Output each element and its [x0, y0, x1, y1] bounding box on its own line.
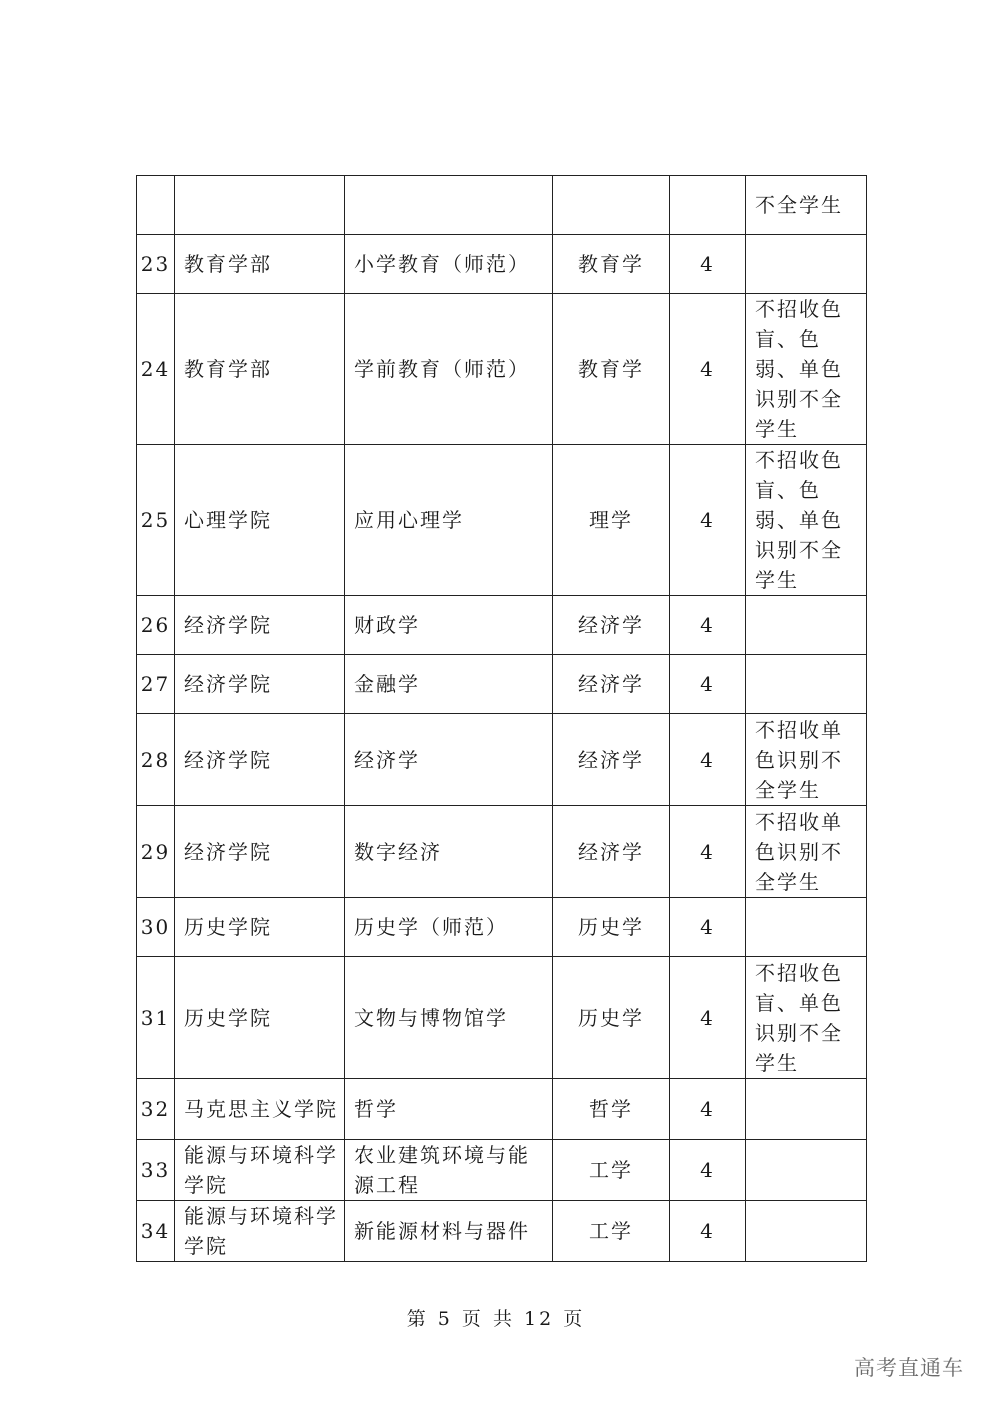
discipline-category: 理学: [553, 445, 670, 596]
major-name: 金融学: [345, 655, 553, 714]
admission-note: 不招收单色识别不全学生: [746, 714, 867, 806]
college-name: 经济学院: [175, 806, 345, 898]
table-row: [137, 957, 867, 1079]
row-number: 34: [137, 1201, 175, 1262]
table-row: [137, 445, 867, 596]
study-years: 4: [670, 1079, 746, 1140]
study-years: 4: [670, 806, 746, 898]
table-row: [137, 806, 867, 898]
admission-note: [746, 898, 867, 957]
row-number: 27: [137, 655, 175, 714]
major-name: 新能源材料与器件: [345, 1201, 553, 1262]
table-row: [137, 655, 867, 714]
page-number-footer: 第 5 页 共 12 页: [406, 1308, 586, 1330]
row-number: 24: [137, 294, 175, 445]
row-number: 30: [137, 898, 175, 957]
college-name: 能源与环境科学学院: [175, 1201, 345, 1262]
table-row: [137, 1201, 867, 1262]
study-years: 4: [670, 655, 746, 714]
majors-table: [136, 175, 867, 1262]
college-name: 心理学院: [175, 445, 345, 596]
table-row: [137, 714, 867, 806]
major-name: 文物与博物馆学: [345, 957, 553, 1079]
college-name: 经济学院: [175, 714, 345, 806]
admission-note: [746, 655, 867, 714]
row-number: 23: [137, 235, 175, 294]
college-name: 教育学部: [175, 294, 345, 445]
study-years: 4: [670, 1201, 746, 1262]
study-years: 4: [670, 957, 746, 1079]
discipline-category: 经济学: [553, 714, 670, 806]
discipline-category: 历史学: [553, 898, 670, 957]
major-name: 农业建筑环境与能源工程: [345, 1140, 553, 1201]
table-row: [137, 176, 867, 235]
study-years: 4: [670, 235, 746, 294]
college-name: [175, 176, 345, 235]
discipline-category: 工学: [553, 1201, 670, 1262]
admission-note: [746, 1201, 867, 1262]
major-name: 财政学: [345, 596, 553, 655]
major-name: 哲学: [345, 1079, 553, 1140]
table-row: [137, 235, 867, 294]
admission-note: 不招收色盲、色弱、单色识别不全学生: [746, 294, 867, 445]
college-name: 经济学院: [175, 655, 345, 714]
row-number: 31: [137, 957, 175, 1079]
study-years: [670, 176, 746, 235]
major-name: [345, 176, 553, 235]
discipline-category: 经济学: [553, 655, 670, 714]
row-number: 29: [137, 806, 175, 898]
study-years: 4: [670, 1140, 746, 1201]
row-number: 32: [137, 1079, 175, 1140]
college-name: 教育学部: [175, 235, 345, 294]
discipline-category: 哲学: [553, 1079, 670, 1140]
admission-note: [746, 1140, 867, 1201]
admission-note: [746, 1079, 867, 1140]
discipline-category: 经济学: [553, 596, 670, 655]
college-name: 历史学院: [175, 957, 345, 1079]
row-number: 28: [137, 714, 175, 806]
row-number: [137, 176, 175, 235]
admission-note: 不招收单色识别不全学生: [746, 806, 867, 898]
admission-note: 不招收色盲、单色识别不全学生: [746, 957, 867, 1079]
admission-note: 不全学生: [746, 176, 867, 235]
row-number: 26: [137, 596, 175, 655]
study-years: 4: [670, 596, 746, 655]
major-name: 应用心理学: [345, 445, 553, 596]
college-name: 能源与环境科学学院: [175, 1140, 345, 1201]
major-name: 小学教育（师范）: [345, 235, 553, 294]
row-number: 33: [137, 1140, 175, 1201]
college-name: 历史学院: [175, 898, 345, 957]
row-number: 25: [137, 445, 175, 596]
discipline-category: [553, 176, 670, 235]
study-years: 4: [670, 294, 746, 445]
table-row: [137, 1079, 867, 1140]
admission-note: [746, 235, 867, 294]
study-years: 4: [670, 898, 746, 957]
college-name: 经济学院: [175, 596, 345, 655]
table-row: [137, 596, 867, 655]
table-row: [137, 294, 867, 445]
admission-note: [746, 596, 867, 655]
major-name: 学前教育（师范）: [345, 294, 553, 445]
discipline-category: 历史学: [553, 957, 670, 1079]
admission-note: 不招收色盲、色弱、单色识别不全学生: [746, 445, 867, 596]
study-years: 4: [670, 445, 746, 596]
discipline-category: 经济学: [553, 806, 670, 898]
major-name: 历史学（师范）: [345, 898, 553, 957]
study-years: 4: [670, 714, 746, 806]
table-row: [137, 1140, 867, 1201]
watermark-logo-text: 高考直通车: [854, 1356, 964, 1380]
discipline-category: 教育学: [553, 294, 670, 445]
college-name: 马克思主义学院: [175, 1079, 345, 1140]
table-row: [137, 898, 867, 957]
discipline-category: 教育学: [553, 235, 670, 294]
discipline-category: 工学: [553, 1140, 670, 1201]
major-name: 经济学: [345, 714, 553, 806]
major-name: 数字经济: [345, 806, 553, 898]
